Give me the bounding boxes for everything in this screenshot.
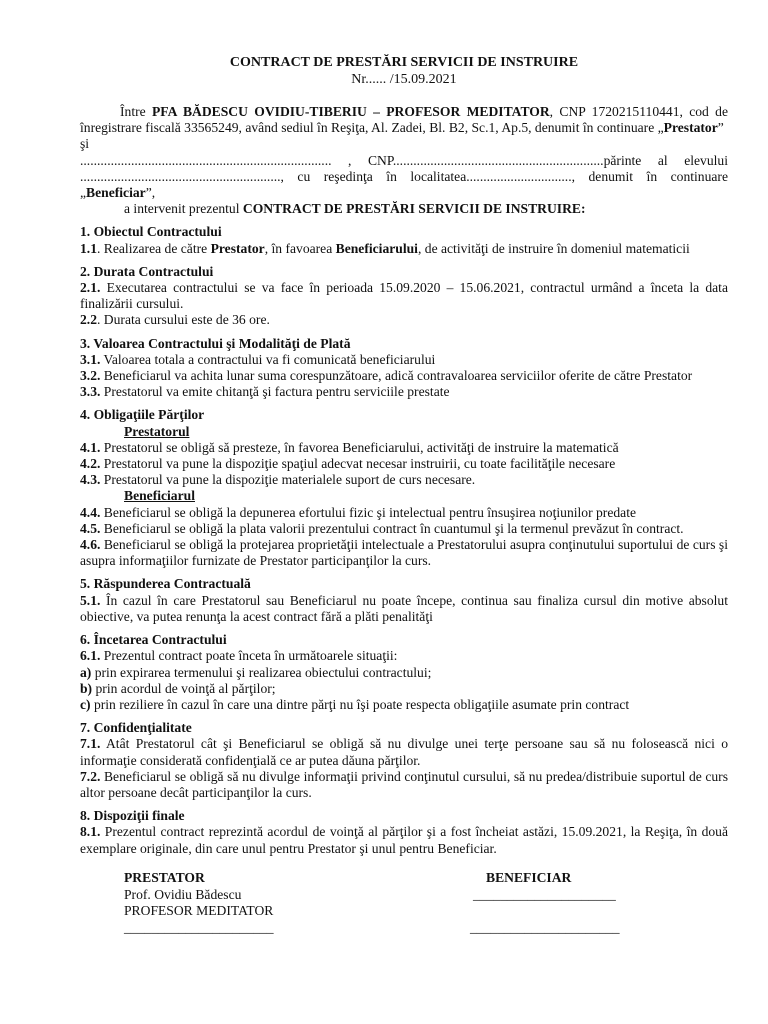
subsection-prestator: Prestatorul bbox=[124, 423, 190, 439]
beneficiary-label: „Beneficiar”, bbox=[80, 185, 156, 201]
section-1-title: 1. Obiectul Contractului bbox=[80, 224, 222, 240]
beneficiar-sign-line-2: ______________________ bbox=[470, 919, 620, 935]
beneficiar-signature bbox=[470, 870, 620, 936]
beneficiary-blank-line-2: ..........................................................., cu reşedinţa în localitatea..............................., denumit în continuare bbox=[80, 168, 728, 184]
clause-3-2: 3.2. Beneficiarul va achita lunar suma corespunzătoare, adică contravaloarea serviciilor oferite de către Prestator bbox=[80, 368, 693, 384]
beneficiar-sign-title: BENEFICIAR bbox=[486, 870, 572, 885]
clause-4-5: 4.5. Beneficiarul se obligă la plata valorii prezentului contract în cuantumul şi la termenul prevăzut în contract. bbox=[80, 520, 684, 536]
prestator-sign-line: ______________________ bbox=[124, 919, 274, 935]
clause-6-c: c) prin reziliere în cazul în care una dintre părţi nu îşi poate respecta obligaţiile asumate prin contract bbox=[80, 696, 630, 712]
clause-6-a: a) prin expirarea termenului şi realizarea obiectului contractului; bbox=[80, 664, 432, 680]
clause-4-4: 4.4. Beneficiarul se obligă la depunerea efortului fizic şi intelectual pentru însuşirea noţiunilor predate bbox=[80, 504, 637, 520]
clause-3-3: 3.3. Prestatorul va emite chitanţă şi factura pentru serviciile prestate bbox=[80, 384, 450, 400]
beneficiar-sign-line-1: _____________________ bbox=[473, 886, 616, 902]
clause-7-1: 7.1. Atât Prestatorul cât şi Beneficiarul se obligă să nu divulge unei terţe persoane sau să nu folosească nici o informaţie considerată confidenţială ce ar putea dăuna părţilor. bbox=[80, 736, 728, 768]
section-3-title: 3. Valoarea Contractului şi Modalităţi de Plată bbox=[80, 335, 351, 351]
clause-3-1: 3.1. Valoarea totala a contractului va fi comunicată beneficiarului bbox=[80, 351, 436, 367]
clause-7-2: 7.2. Beneficiarul se obligă să nu divulge informaţii privind conţinutul cursului, să nu predea/distribuie suportul de curs altor persoane decât participanţilor la curs. bbox=[80, 768, 728, 800]
subsection-beneficiar: Beneficiarul bbox=[124, 488, 195, 504]
clause-6-b: b) prin acordul de voinţă al părţilor; bbox=[80, 680, 276, 696]
prestator-sign-role: PROFESOR MEDITATOR bbox=[124, 903, 274, 918]
document-title: CONTRACT DE PRESTĂRI SERVICII DE INSTRUIRE bbox=[229, 55, 579, 70]
prestator-signature bbox=[124, 870, 274, 936]
section-2-title: 2. Durata Contractului bbox=[80, 263, 214, 279]
intro-and: şi bbox=[80, 136, 90, 152]
clause-5-1: 5.1. În cazul în care Prestatorul sau Beneficiarul nu poate începe, continua sau finaliza cursul din motive absolut obiective, va putea renunţa la acest contract fără a plăti penalităţi bbox=[80, 592, 728, 624]
clause-2-2: 2.2. Durata cursului este de 36 ore. bbox=[80, 312, 270, 328]
clause-4-3: 4.3. Prestatorul va pune la dispoziţie materialele suport de curs necesare. bbox=[80, 472, 476, 488]
section-7-title: 7. Confidenţialitate bbox=[80, 720, 192, 736]
clause-4-1: 4.1. Prestatorul se obligă să presteze, în favorea Beneficiarului, activităţi de instruire la matematică bbox=[80, 439, 619, 455]
clause-8-1: 8.1. Prezentul contract reprezintă acordul de voinţă al părţilor şi a fost încheiat astăzi, 15.09.2021, la Reşiţa, în două exemplare originale, din care unul pentru Prestator şi unul pentru Beneficiar. bbox=[80, 824, 728, 856]
section-5-title: 5. Răspunderea Contractuală bbox=[80, 576, 251, 592]
intervened-line: a intervenit prezentul CONTRACT DE PRESTĂRI SERVICII DE INSTRUIRE: bbox=[124, 201, 586, 217]
section-6-title: 6. Încetarea Contractului bbox=[80, 632, 227, 648]
clause-2-1: 2.1. Executarea contractului se va face în perioada 15.09.2020 – 15.06.2021, contractul urmând a înceta la data finalizării cursului. bbox=[80, 280, 728, 312]
prestator-sign-name: Prof. Ovidiu Bădescu bbox=[124, 886, 242, 902]
beneficiary-blank-line-1: .......................................................................... , CNP..............................................................părinte al elevului bbox=[80, 152, 728, 168]
clause-6-1: 6.1. Prezentul contract poate înceta în următoarele situaţii: bbox=[80, 648, 398, 664]
intro-paragraph: Între PFA BĂDESCU OVIDIU-TIBERIU – PROFESOR MEDITATOR, CNP 1720215110441, cod de înregistrare fiscală 33565249, având sediul în Reşiţa, Al. Zadei, Bl. B2, Sc.1, Ap.5, denumit în continuare „Prestator” bbox=[80, 104, 728, 136]
clause-4-6: 4.6. Beneficiarul se obligă la protejarea proprietăţii intelectuale a Prestatorului asupra conţinutului suportului de curs şi asupra informaţiilor furnizate de Prestator participanţilor la curs. bbox=[80, 537, 728, 569]
section-4-title: 4. Obligaţiile Părţilor bbox=[80, 407, 205, 423]
clause-4-2: 4.2. Prestatorul va pune la dispoziţie spaţiul adecvat necesar instruirii, cu toate facilităţile necesare bbox=[80, 456, 616, 472]
prestator-name: PFA BĂDESCU OVIDIU-TIBERIU – PROFESOR MEDITATOR bbox=[152, 104, 550, 119]
document-number: Nr...... /15.09.2021 bbox=[351, 72, 457, 87]
clause-1-1: 1.1. Realizarea de către Prestator, în favoarea Beneficiarului, de activităţi de instruire în domeniul matematicii bbox=[80, 240, 690, 256]
prestator-sign-title: PRESTATOR bbox=[124, 870, 205, 885]
section-8-title: 8. Dispoziţii finale bbox=[80, 808, 185, 824]
